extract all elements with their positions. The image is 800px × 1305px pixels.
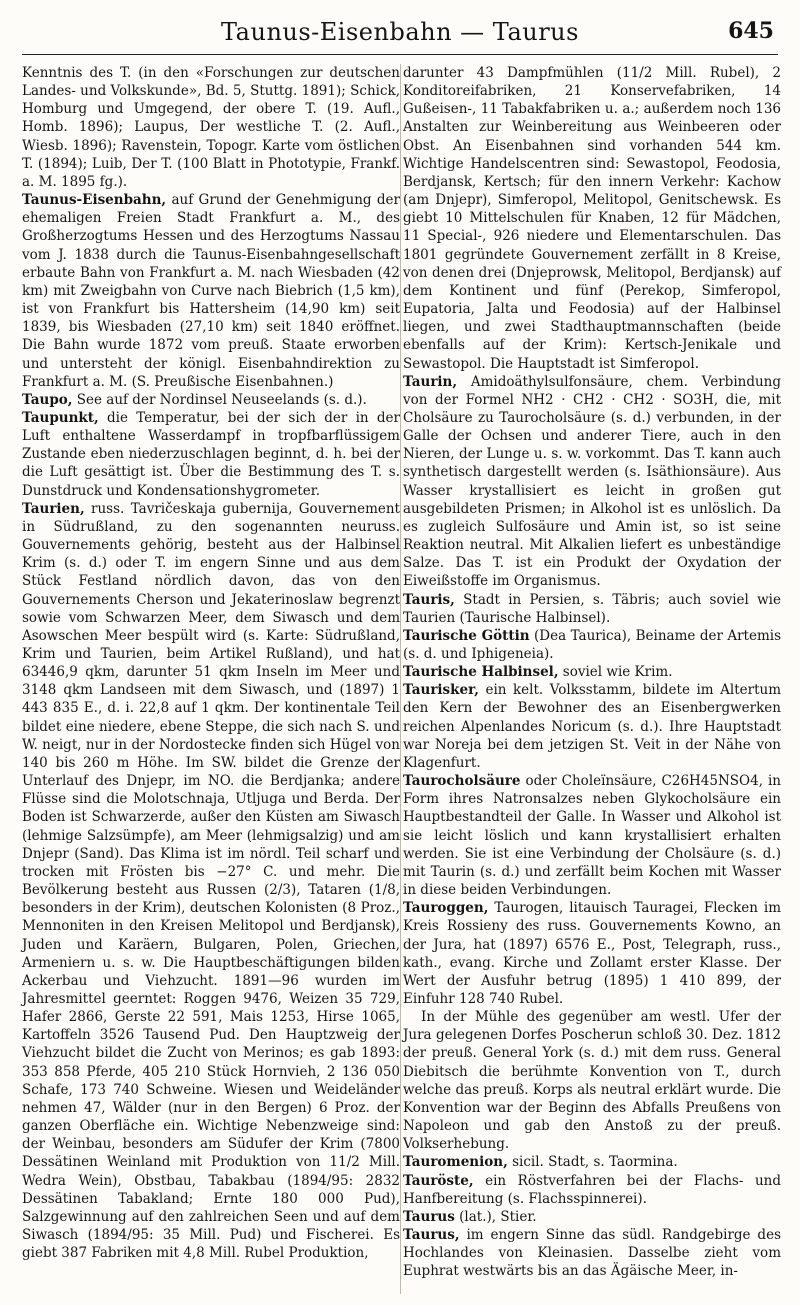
dictionary-entry (22, 500, 400, 1263)
page-number: 645 (728, 18, 774, 44)
dictionary-entry (403, 1153, 781, 1171)
dictionary-entry (403, 772, 781, 899)
dictionary-entry (403, 899, 781, 1008)
dictionary-entry (22, 191, 400, 391)
dictionary-entry (403, 627, 781, 663)
column-divider (400, 64, 401, 1294)
entry-headword: Tauris, (403, 591, 455, 608)
entry-text: die Temperatur, bei der sich der in der Luft enthaltene Wasserdampf in tropfbarflüssigem Zustande eben niederzuschlagen beginnt, d. h. bei der die Luft gesättigt ist. Über die Bestimmung des T. s. Dunstdruck und Kondensationshygrometer. (22, 409, 400, 499)
entry-headword: Taurien, (22, 500, 85, 517)
dictionary-entry (403, 681, 781, 772)
dictionary-entry (22, 391, 400, 409)
entry-headword: Taupunkt, (22, 409, 99, 426)
dictionary-entry (403, 1208, 781, 1226)
entry-headword: Taurisker, (403, 682, 479, 699)
entry-text: (lat.), Stier. (454, 1208, 537, 1225)
dictionary-entry (403, 591, 781, 627)
running-title: Taunus-Eisenbahn — Taurus (221, 18, 579, 46)
entry-headword: Tauromenion, (403, 1154, 508, 1171)
entry-text: ein Röstverfahren bei der Flachs- und Hanfbereitung (s. Flachsspinnerei). (403, 1172, 781, 1207)
continued-text: Kenntnis des T. (in den «Forschungen zur deutschen Landes- und Volkskunde», Bd. 5, Stuttg. 1891); Schick, Homburg und Umgegend, der obere T. (19. Aufl., Homb. 1896); Laupus, Der westliche T. (2. Aufl., Wiesb. 1896); Ravenstein, Topogr. Karte vom östlichen T. (1894); Luib, Der T. (100 Blatt in Phototypie, Frankf. a. M. 1895 fg.). (22, 65, 400, 190)
entry-text: im engern Sinne das südl. Randgebirge des Hochlandes von Kleinasien. Dasselbe zieht vom Euphrat westwärts bis an das Ägäische Meer, in- (403, 1227, 781, 1280)
entry-text: soviel wie Krim. (558, 664, 673, 681)
dictionary-entry (403, 373, 781, 591)
dictionary-entry (403, 1226, 781, 1280)
entry-headword: Taurus, (403, 1227, 460, 1243)
entry-text: sicil. Stadt, s. Taormina. (507, 1154, 678, 1171)
entry-text: russ. Tavričeskaja gubernija, Gouvernement in Südrußland, zu den sogenannten neuruss. Gouvernements gehörig, besteht aus der Halbinsel Krim (s. d.) oder T. im engern Sinne und aus dem Stück Festland nördlich davon, das von den Gouvernements Cherson und Jekaterinoslaw begrenzt sowie vom Schwarzen Meer, dem Siwasch und dem Asowschen Meer bespült wird (s. Karte: Südrußland, Krim und Taurien, beim Artikel Rußland), und hat 63446,9 qkm, darunter 51 qkm Inseln im Meer und 3148 qkm Landseen mit dem Siwasch, und (1897) 1 443 835 E., d. i. 22,8 auf 1 qkm. Der kontinentale Teil bildet eine niedere, ebene Steppe, die sich nach S. und W. neigt, nur in der Nordostecke finden sich Hügel von 140 bis 260 m Höhe. Im SW. bildet die Grenze der Unterlauf des Dnjepr, im NO. die Berdjanka; andere Flüsse sind die Molotschnaja, Utljuga und Berda. Der Boden ist Schwarzerde, außer den Küsten am Siwasch (lehmige Salzsümpfe), am Meer (lehmigsalzig) und am Dnjepr (Sand). Das Klima ist im nördl. Teil scharf und trocken mit Frösten bis −27° C. und mehr. Die Bevölkerung besteht aus Russen (2/3), Tataren (1/8, besonders in der Krim), deutschen Kolonisten (8 Proz., Mennoniten in den Kreisen Melitopol und Berdjansk), Juden und Karäern, Bulgaren, Polen, Griechen, Armeniern u. s. w. Die Hauptbeschäftigungen bilden Ackerbau und Viehzucht. 1891—96 wurden im Jahresmittel geerntet: Roggen 9476, Weizen 35 729, Hafer 2866, Gerste 22 591, Mais 1253, Hirse 1065, Kartoffeln 3526 Tausend Pud. Den Hauptzweig der Viehzucht bildet die Zucht von Merinos; es gab 1893: 353 858 Pferde, 405 210 Stück Hornvieh, 2 136 050 Schafe, 173 740 Schweine. Wiesen und Weideländer nehmen 47, Wälder (nur in den Bergen) 6 Proz. der ganzen Oberfläche ein. Wichtige Nebenzweige sind: der Weinbau, besonders am Südufer der Krim (7800 Dessätinen Weinland mit Produktion von 11/2 Mill. Wedra Wein), Obstbau, Tabakbau (1894/95: 2832 Dessätinen Tabakland; Ernte 180 000 Pud), Salzgewinnung auf den zahlreichen Seen und auf dem Siwasch (1894/95: 35 Mill. Pud) und Fischerei. Es giebt 387 Fabriken mit 4,8 Mill. Rubel Produktion, (22, 500, 400, 1262)
entry-headword: Taurocholsäure (403, 773, 521, 790)
right-column (403, 64, 781, 1280)
entry-headword: Taurische Halbinsel, (403, 664, 559, 681)
entry-headword: Taunus-Eisenbahn, (22, 192, 167, 209)
entry-headword: Taurus (403, 1208, 455, 1225)
dictionary-entry (403, 1172, 781, 1208)
entry-text: Amidoäthylsulfonsäure, chem. Verbindung von der Formel NH2 · CH2 · CH2 · SO3H, die, mit Cholsäure zu Taurocholsäure (s. d.) verbunden, in der Galle der Ochsen und anderer Tiere, auch in den Nieren, der Lunge u. s. w. vorkommt. Das T. kann auch synthetisch dargestellt werden (s. Isäthionsäure). Aus Wasser krystallisiert es leicht in großen gut ausgebildeten Prismen; in Alkohol ist es unlöslich. Da es zugleich Sulfosäure und Amin ist, so ist seine Reaktion neutral. Mit Alkalien liefert es unbeständige Salze. Das T. ist ein Produkt der Oxydation der Eiweißstoffe im Organismus. (403, 373, 781, 590)
entry-headword: Tauröste, (403, 1172, 474, 1189)
dictionary-entry (22, 409, 400, 500)
entry-text: oder Choleïnsäure, C26H45NSO4, in Form ihres Natronsalzes neben Glykocholsäure ein Hauptbestandteil der Galle. In Wasser und Alkohol ist sie leicht löslich und kann krystallisiert erhalten werden. Sie ist eine Verbindung der Cholsäure (s. d.) mit Taurin (s. d.) und zerfällt beim Kochen mit Wasser in diese beiden Verbindungen. (403, 773, 781, 899)
entry-text: (Dea Taurica), Beiname der Artemis (s. d. und Iphigeneia). (403, 627, 782, 662)
page-header (22, 14, 778, 55)
entry-text: Taurogen, litauisch Tauragei, Flecken im Kreis Rossieny des russ. Gouvernements Kowno, an der Jura, hat (1897) 6576 E., Post, Telegraph, russ., kath., evang. Kirche und Zollamt erster Klasse. Der Wert der Ausfuhr betrug (1895) 1 410 899, der Einfuhr 128 740 Rubel. (403, 900, 781, 1007)
entry-text: Stadt in Persien, s. Täbris; auch soviel wie Taurien (Taurische Halbinsel). (403, 591, 781, 626)
entry-text: auf Grund der Genehmigung der ehemaligen Freien Stadt Frankfurt a. M., des Großherzogtums Hessen und des Herzogtums Nassau vom J. 1838 durch die Taunus-Eisenbahngesellschaft erbaute Bahn von Frankfurt a. M. nach Wiesbaden (42 km) mit Zweigbahn von Curve nach Biebrich (1,5 km), ist von Frankfurt bis Hattersheim (14,90 km) seit 1839, bis Wiesbaden (27,10 km) seit 1840 eröffnet. Die Bahn wurde 1872 vom preuß. Staate erworben und untersteht der königl. Eisenbahndirektion zu Frankfurt a. M. (S. Preußische Eisenbahnen.) (22, 192, 400, 390)
continued-text: darunter 43 Dampfmühlen (11/2 Mill. Rubel), 2 Konditoreifabriken, 21 Konservefabriken, 14 Gußeisen-, 11 Tabakfabriken u. a.; außerdem noch 136 Anstalten zur Weinbereitung aus Weinbeeren oder Obst. An Eisenbahnen sind vorhanden 544 km. Wichtige Handelscentren sind: Sewastopol, Feodosia, Berdjansk, Kertsch; für den innern Verkehr: Kachow (am Dnjepr), Simferopol, Melitopol, Genitschewsk. Es giebt 10 Mittelschulen für Knaben, 12 für Mädchen, 11 Special-, 926 niedere und Elementarschulen. Das 1801 gegründete Gouvernement zerfällt in 8 Kreise, von denen drei (Dnjeprowsk, Melitopol, Berdjansk) auf dem Kontinent und fünf (Perekop, Simferopol, Eupatoria, Jalta und Feodosia) auf der Halbinsel liegen, und zwei Stadthauptmannschaften (beide ebenfalls auf der Krim): Kertsch-Jenikale und Sewastopol. Die Hauptstadt ist Simferopol. (403, 65, 781, 372)
entry-headword: Taupo, (22, 391, 73, 408)
entry-text: ein kelt. Volksstamm, bildete im Altertum den Kern der Bewohner des an Eisenbergwerken reichen Alpenlandes Noricum (s. d.). Ihre Hauptstadt war Noreja bei dem jetzigen St. Veit in der Nähe von Klagenfurt. (403, 682, 781, 771)
dictionary-entry (403, 663, 781, 681)
entry-headword: Taurin, (403, 373, 458, 390)
entry-paragraph: In der Mühle des gegenüber am westl. Ufer der Jura gelegenen Dorfes Poscherun schloß 30. Dez. 1812 der preuß. General York (s. d.) mit dem russ. General Diebitsch die berühmte Konvention von T., durch welche das preuß. Korps als neutral erklärt wurde. Die Konvention war der Beginn des Abfalls Preußens von Napoleon und gab den Anstoß zu der preuß. Volkserhebung. (403, 1009, 781, 1153)
entry-headword: Tauroggen, (403, 900, 489, 917)
entry-text: See auf der Nordinsel Neuseelands (s. d.). (72, 391, 367, 408)
left-column (22, 64, 400, 1262)
entry-headword: Taurische Göttin (403, 627, 530, 644)
